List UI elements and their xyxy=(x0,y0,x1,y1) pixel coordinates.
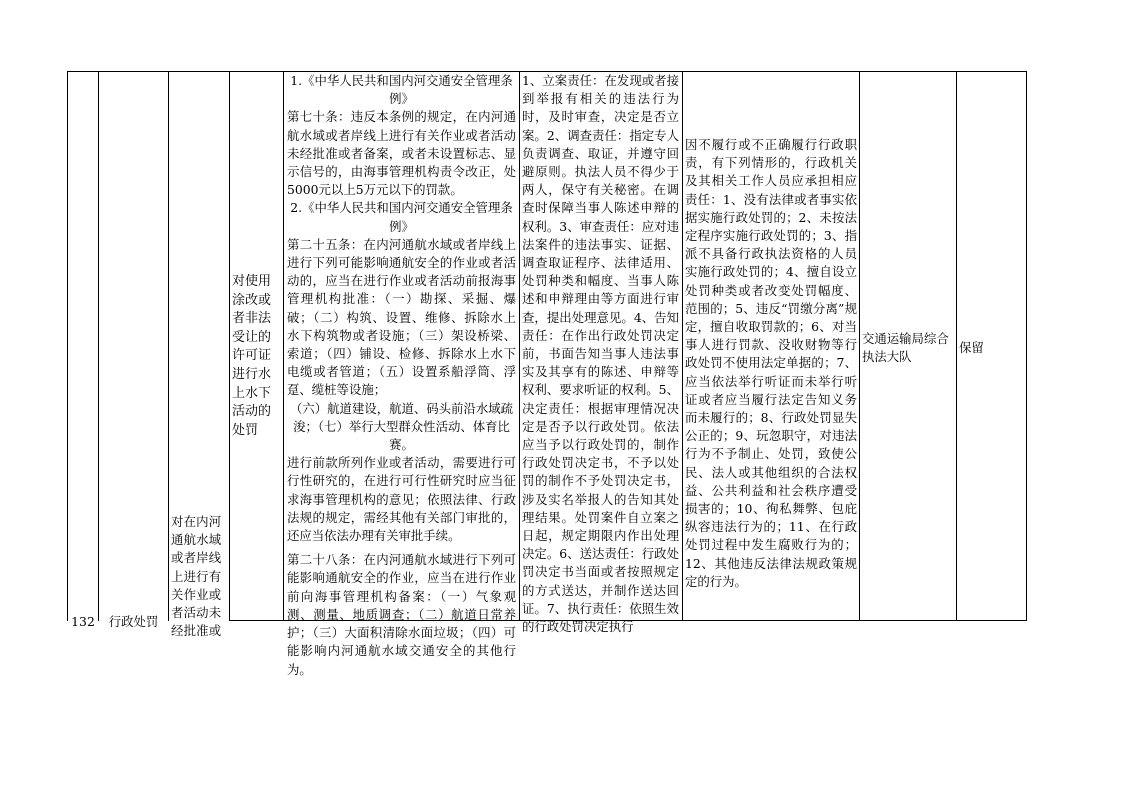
article-28: 第二十八条：在内河通航水域进行下列可能影响通航安全的作业，应当在进行作业前向海事管理机构备案：（一）气象观测、测量、地质调查；（二）航道日常养护；（三）大面积清除水面垃圾；（四）可能影响内河通航水域交通安全的其他行为。 xyxy=(287,552,516,677)
row-index-text: 132 xyxy=(71,614,95,629)
responsibility-text: 1、立案责任：在发现或者接到举报有相关的违法行为时，及时审查，决定是否立案。2、调查责任：指定专人负责调查、取证，并遵守回避原则。执法人员不得少于两人，保守有关秘密。在调查时保障当事人陈述申辩的权利。3、审查责任：应对违法案件的违法事实、证据、调查取证程序、法律适用、处罚种类和幅度、当事人陈述和申辩理由等方面进行审查，提出处理意见。4、告知责任：在作出行政处罚决定前，书面告知当事人违法事实及其享有的陈述、申辩等权利、要求听证的权利。5、决定责任：根据审理情况决定是否予以行政处罚。依法应当予以行政处罚的，制作行政处罚决定书，不予以处罚的制作不予处罚决定书，涉及实名举报人的告知其处理结果。处罚案件自立案之日起，规定期限内作出处理决定。6、送达责任：行政处罚决定书当面或者按照规定的方式送达，并制作送达回证。7、执行责任：依照生效的行政处罚决定执行 xyxy=(522,73,679,635)
col-line xyxy=(283,71,284,621)
row-index xyxy=(69,613,97,629)
col-line xyxy=(519,71,520,621)
accountability-text: 因不履行或不正确履行行政职责，有下列情形的，行政机关及其相关工作人员应承担相应责任：1、没有法律或者事实依据实施行政处罚的；2、未按法定程序实施行政处罚的；3、指派不具备行政执法资格的人员实施行政处罚的；4、擅自设立处罚种类或者改变处罚幅度、范围的；5、违反“罚缴分离”规定，擅自收取罚款的；6、对当事人进行罚款、没收财物等行政处罚不使用法定单据的；7、应当依法举行听证而未举行听证或者应当履行法定告知义务而未履行的；8、行政处罚显失公正的；9、玩忽职守，对违法行为不予制止、处罚，致使公民、法人或其他组织的合法权益、公共利益和社会秩序遭受损害的；10、徇私舞弊、包庇纵容违法行为的；11、在行政处罚过程中发生腐败行为的；12、其他违反法律法规政策规定的行为。 xyxy=(685,137,857,589)
article-25-cont: （六）航道建设，航道、码头前沿水域疏浚；（七）举行大型群众性活动、体育比赛。 xyxy=(289,400,514,453)
col-line xyxy=(956,71,957,621)
accountability-cell xyxy=(685,136,857,589)
col-line xyxy=(98,71,99,621)
law-title-2: 2.《中华人民共和国内河交通安全管理条例》 xyxy=(290,200,513,234)
item-name-cell xyxy=(171,513,228,639)
department-cell xyxy=(862,330,955,370)
category-text: 行政处罚 xyxy=(108,614,159,629)
responsibility-cell xyxy=(522,72,679,635)
col-line xyxy=(682,71,683,621)
col-line xyxy=(1026,71,1027,621)
category-cell xyxy=(100,613,167,629)
law-title-1: 1.《中华人民共和国内河交通安全管理条例》 xyxy=(290,73,513,107)
sub-item-text: 对使用涂改或者非法受让的许可证进行水上水下活动的处罚 xyxy=(232,274,272,438)
col-line xyxy=(168,71,169,621)
article-70: 第七十条：违反本条例的规定，在内河通航水域或者岸线上进行有关作业或者活动未经批准或者备案，或者未设置标志、显示信号的，由海事管理机构责令改正，处5000元以上5万元以下的罚款。 xyxy=(287,109,516,198)
col-line xyxy=(229,71,230,621)
item-name-text: 对在内河通航水域或者岸线上进行有关作业或者活动未经批准或 xyxy=(171,514,222,639)
status-text: 保留 xyxy=(959,340,984,355)
col-line xyxy=(67,71,68,621)
status-cell xyxy=(959,339,1019,359)
sub-item-cell xyxy=(232,273,281,438)
col-line xyxy=(859,71,860,621)
department-text: 交通运输局综合执法大队 xyxy=(862,331,949,365)
article-25-para2: 进行前款所列作业或者活动，需要进行可行性研究的，在进行可行性研究时应当征求海事管理机构的意见；依照法律、行政法规的规定，需经其他有关部门审批的，还应当依法办理有关审批手续。 xyxy=(287,455,516,544)
legal-basis-cell xyxy=(287,72,516,677)
article-25: 第二十五条：在内河通航水域或者岸线上进行下列可能影响通航安全的作业或者活动的，应当在进行作业或者活动前报海事管理机构批准：（一）勘探、采掘、爆破；（二）构筑、设置、维修、拆除水上水下构筑物或者设施；（三）架设桥梁、索道；（四）铺设、检修、拆除水上水下电缆或者管道；（五）设置系船浮筒、浮趸、缆桩等设施； xyxy=(287,236,516,398)
